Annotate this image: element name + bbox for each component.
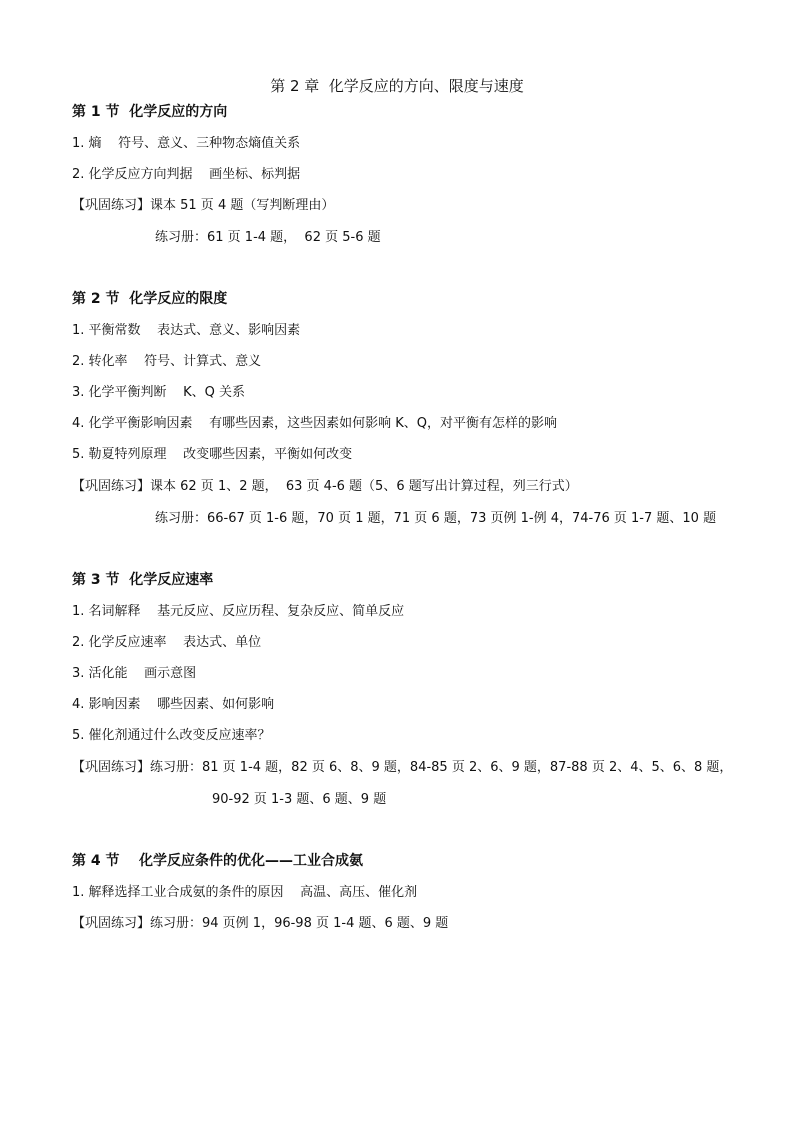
section-3-practice-continued: 90-92 页 1-3 题、6 题、9 题: [212, 792, 387, 807]
section-2-item-3: 3. 化学平衡判断 K、Q 关系: [72, 385, 245, 400]
section-3-item-4: 4. 影响因素 哪些因素、如何影响: [72, 697, 275, 712]
section-2-practice-workbook: 练习册：66-67 页 1-6 题，70 页 1 题，71 页 6 题，73 页例 1-例 4，74-76 页 1-7 题、10 题: [155, 511, 717, 526]
section-2-item-1: 1. 平衡常数 表达式、意义、影响因素: [72, 323, 301, 338]
section-3-practice-workbook: 【巩固练习】练习册：81 页 1-4 题，82 页 6、8、9 题，84-85 页 2、6、9 题，87-88 页 2、4、5、6、8 题，: [72, 760, 733, 775]
section-2-heading: 第 2 节 化学反应的限度: [72, 291, 228, 307]
section-4-heading: 第 4 节 化学反应条件的优化——工业合成氨: [72, 853, 363, 869]
section-3-item-1: 1. 名词解释 基元反应、反应历程、复杂反应、简单反应: [72, 604, 405, 619]
section-1-item-2: 2. 化学反应方向判据 画坐标、标判据: [72, 167, 301, 182]
chapter-title: 第 2 章 化学反应的方向、限度与速度: [270, 77, 524, 95]
section-1-item-1: 1. 熵 符号、意义、三种物态熵值关系: [72, 136, 301, 151]
section-2-item-4: 4. 化学平衡影响因素 有哪些因素，这些因素如何影响 K、Q，对平衡有怎样的影响: [72, 416, 557, 431]
section-1-heading: 第 1 节 化学反应的方向: [72, 104, 228, 120]
section-3-heading: 第 3 节 化学反应速率: [72, 572, 214, 588]
section-1-practice-textbook: 【巩固练习】课本 51 页 4 题（写判断理由）: [72, 198, 335, 213]
section-1-practice-workbook: 练习册：61 页 1-4 题， 62 页 5-6 题: [155, 230, 381, 245]
section-2-item-2: 2. 转化率 符号、计算式、意义: [72, 354, 262, 369]
section-4-item-1: 1. 解释选择工业合成氨的条件的原因 高温、高压、催化剂: [72, 885, 418, 900]
section-3-item-2: 2. 化学反应速率 表达式、单位: [72, 635, 262, 650]
section-2-item-5: 5. 勒夏特列原理 改变哪些因素，平衡如何改变: [72, 447, 353, 462]
section-4-practice-workbook: 【巩固练习】练习册：94 页例 1，96-98 页 1-4 题、6 题、9 题: [72, 916, 449, 931]
section-3-item-3: 3. 活化能 画示意图: [72, 666, 197, 681]
section-2-practice-textbook: 【巩固练习】课本 62 页 1、2 题， 63 页 4-6 题（5、6 题写出计算过程，列三行式）: [72, 479, 578, 494]
section-3-item-5: 5. 催化剂通过什么改变反应速率？: [72, 728, 271, 743]
